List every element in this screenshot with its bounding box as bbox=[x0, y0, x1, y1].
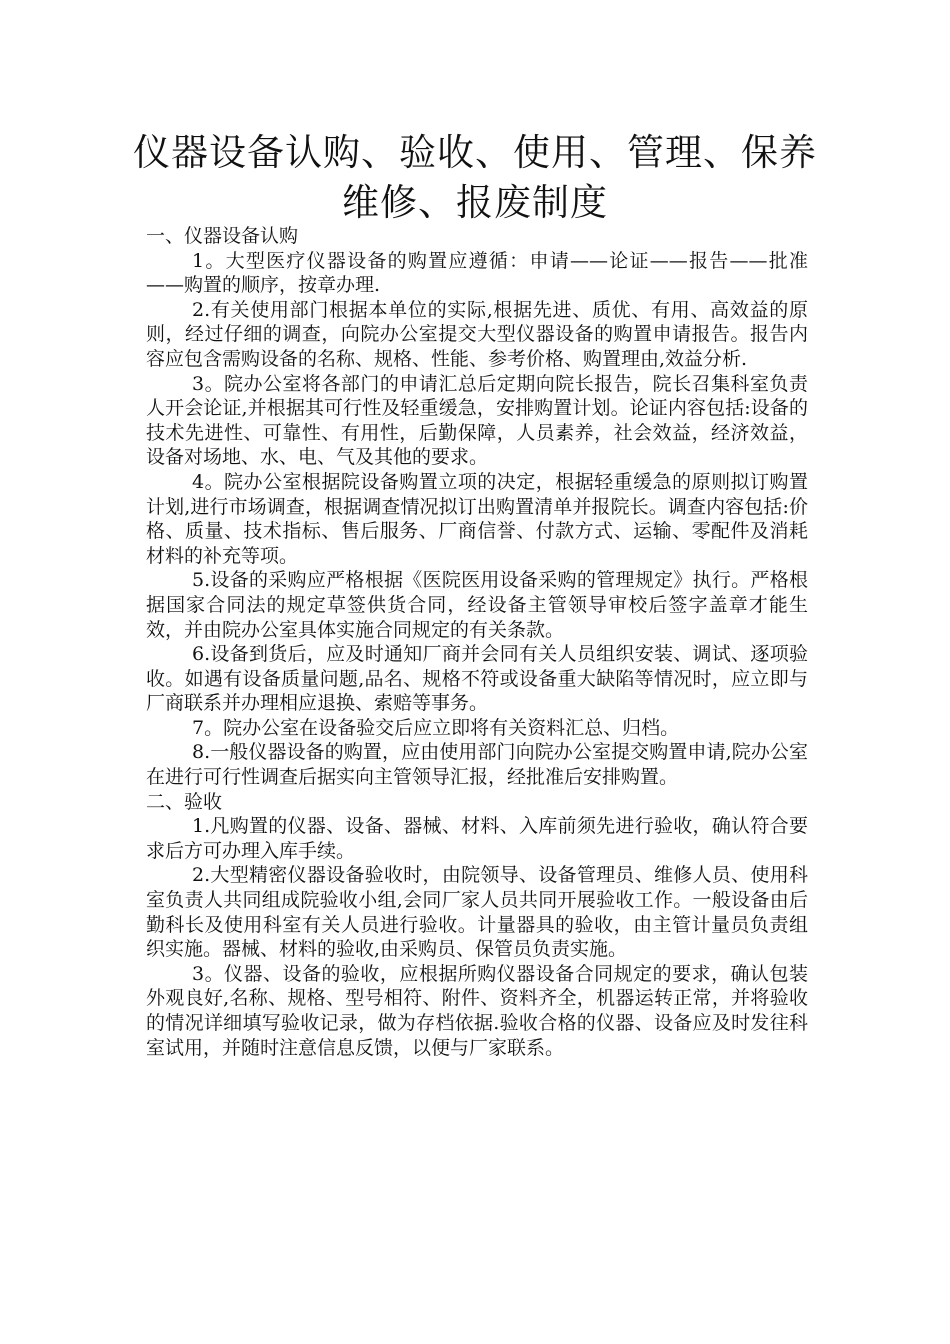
paragraph: 7。院办公室在设备验交后应立即将有关资料汇总、归档。 bbox=[192, 716, 680, 739]
paragraph: 4。院办公室根据院设备购置立项的决定，根据轻重缓急的原则拟订购置计划,进行市场调查，根据调查情况拟订出购置清单并报院长。调查内容包括:价格、质量、技术指标、售后服务、厂商信誉、付款方式、运输、零配件及消耗材料的补充等项。 bbox=[146, 470, 808, 567]
paragraph: 2.有关使用部门根据本单位的实际,根据先进、质优、有用、高效益的原则，经过仔细的调查，向院办公室提交大型仪器设备的购置申请报告。报告内容应包含需购设备的名称、规格、性能、参考价格、购置理由,效益分析. bbox=[146, 298, 808, 370]
paragraph: 3。院办公室将各部门的申请汇总后定期向院长报告，院长召集科室负责人开会论证,并根据其可行性及轻重缓急，安排购置计划。论证内容包括:设备的技术先进性、可靠性、有用性，后勤保障，人员素养，社会效益，经济效益，设备对场地、水、电、气及其他的要求。 bbox=[146, 372, 808, 469]
section-heading: 二、验收 bbox=[146, 790, 223, 813]
paragraph: 5.设备的采购应严格根据《医院医用设备采购的管理规定》执行。严格根据国家合同法的规定草签供货合同，经设备主管领导审校后签字盖章才能生效，并由院办公室具体实施合同规定的有关条款。 bbox=[146, 569, 808, 641]
paragraph: 2.大型精密仪器设备验收时，由院领导、设备管理员、维修人员、使用科室负责人共同组成院验收小组,会同厂家人员共同开展验收工作。一般设备由后勤科长及使用科室有关人员进行验收。计量器具的验收，由主管计量员负责组织实施。器械、材料的验收,由采购员、保管员负责实施。 bbox=[146, 864, 808, 961]
document-title: 仪器设备认购、验收、使用、管理、保养维修、报废制度 bbox=[133, 131, 817, 224]
paragraph: 3。仪器、设备的验收，应根据所购仪器设备合同规定的要求，确认包装外观良好,名称、规格、型号相符、附件、资料齐全，机器运转正常，并将验收的情况详细填写验收记录，做为存档依据.验收合格的仪器、设备应及时发往科室试用，并随时注意信息反馈，以便与厂家联系。 bbox=[146, 962, 808, 1059]
paragraph: 6.设备到货后，应及时通知厂商并会同有关人员组织安装、调试、逐项验收。如遇有设备质量问题,品名、规格不符或设备重大缺陷等情况时，应立即与厂商联系并办理相应退换、索赔等事务。 bbox=[146, 643, 808, 715]
paragraph: 1。大型医疗仪器设备的购置应遵循：申请——论证——报告——批准——购置的顺序，按章办理. bbox=[146, 249, 808, 297]
paragraph: 1.凡购置的仪器、设备、器械、材料、入库前须先进行验收，确认符合要求后方可办理入库手续。 bbox=[146, 815, 808, 862]
document-body bbox=[146, 224, 808, 1060]
section-heading: 一、仪器设备认购 bbox=[146, 225, 299, 247]
paragraph: 8.一般仪器设备的购置，应由使用部门向院办公室提交购置申请,院办公室在进行可行性调查后据实向主管领导汇报，经批准后安排购置。 bbox=[146, 741, 808, 789]
